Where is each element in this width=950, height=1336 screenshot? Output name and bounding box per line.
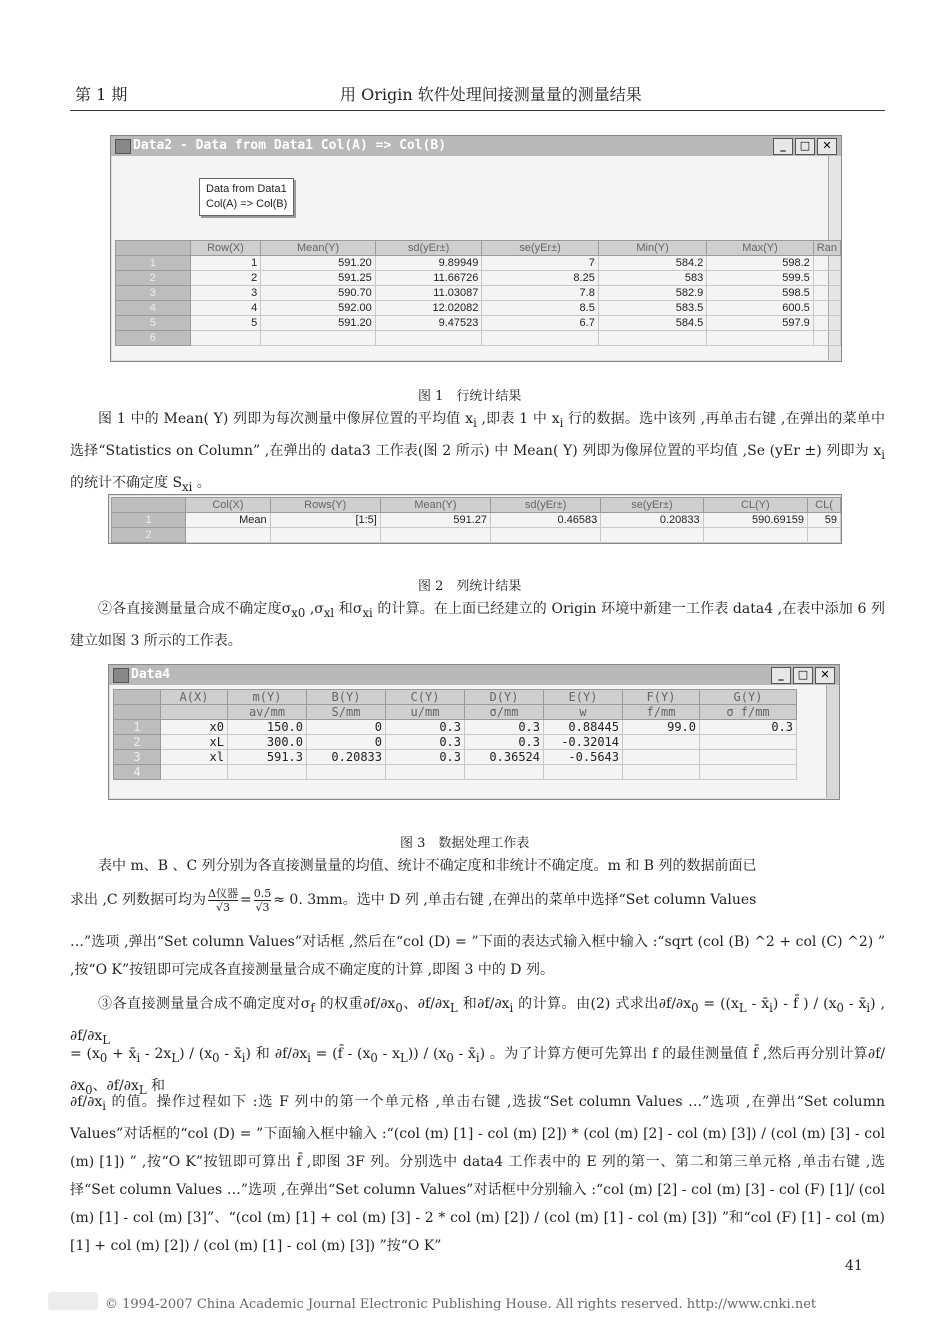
table-row [116,301,841,316]
column-header[interactable]: sd(yEr±) [375,241,482,256]
units-row [114,705,797,720]
table-row [114,765,797,780]
table-cell[interactable]: 99.0 [623,720,700,735]
header-rule [70,110,885,111]
table-cell[interactable]: 8.25 [482,271,598,286]
column-header[interactable]: D(Y) [465,690,544,705]
table-cell[interactable]: xL [161,735,228,750]
frac1-den: √3 [216,900,231,914]
row-header[interactable]: 6 [116,331,191,346]
column-header[interactable]: B(Y) [307,690,386,705]
table-cell[interactable]: 0.3 [700,720,797,735]
half-over-sqrt3 [254,887,272,914]
table-cell[interactable]: 4 [190,301,261,316]
header-row [116,241,841,256]
column-header[interactable]: se(yEr±) [482,241,598,256]
column-header[interactable]: Ran [813,241,840,256]
table-cell[interactable]: x0 [161,720,228,735]
close-button[interactable]: ✕ [815,667,835,684]
column-units[interactable]: S/mm [307,705,386,720]
column-units[interactable]: w [544,705,623,720]
para3b-text: 求出 ,C 列数据可均为 [70,892,207,908]
table-cell[interactable] [465,765,544,780]
table-cell[interactable] [623,735,700,750]
table-cell[interactable]: 591.25 [261,271,375,286]
row-header[interactable]: 4 [116,301,191,316]
paragraph-3b [70,882,885,918]
header-row [114,690,797,705]
table-row [116,256,841,271]
table-row [116,331,841,346]
table-cell[interactable]: 0.3 [386,750,465,765]
table-cell[interactable] [813,316,840,331]
table-cell[interactable]: 591.20 [261,316,375,331]
delta-over-sqrt3 [208,887,238,914]
fig1-table [115,240,841,346]
column-header[interactable]: Mean(Y) [261,241,375,256]
table-cell[interactable] [161,765,228,780]
table-cell[interactable]: 5 [190,316,261,331]
column-header[interactable]: Row(X) [190,241,261,256]
table-cell[interactable]: 597.9 [707,316,814,331]
fig1-window-title: Data2 - Data from Data1 Col(A) => Col(B) [133,138,447,153]
table-cell[interactable]: 300.0 [228,735,307,750]
fig2-caption: 图 2 列统计结果 [418,579,522,594]
worksheet-icon [113,668,129,683]
table-cell[interactable]: 584.2 [598,256,706,271]
table-cell[interactable] [375,331,482,346]
table-cell[interactable] [228,765,307,780]
table-cell[interactable] [623,765,700,780]
fig1-titlebar [111,136,841,156]
fig3-worksheet-window [108,664,840,800]
fig1-caption: 图 1 行统计结果 [418,389,522,404]
row-header[interactable]: 3 [116,286,191,301]
paragraph-4b: = ($x_0$ + $x̄_i - 2x_L) / (x_0$ - $x̄_i$) 和 $\partial f/\partial x_i$ = (f̄ - $(x_0 - x_L)) / (x_0$ - $x̄_i$) 。为了计算方便可先算出 f 的最佳测量值 f̄ ,然后再分别计算$\partial f/\partial x_0$、$\partial f/\partial x_L$ 和 [70,1046,886,1097]
corner-cell[interactable] [114,690,161,705]
corner-cell[interactable] [116,241,191,256]
paragraph-4c: $\partial f/\partial x_i$ 的值。操作过程如下 :选 F 列中的第一个单元格 ,单击右键 ,选拔“Set column Values …”选项 ,在弹出“Set column Values”对话框的“col (D) = ”下面输入框中输入 :“(col (m) [1] - col (m) [2]) * (col (m) [2] - col (m) [3]) / (col (m) [3] - col (m) [1]) ” ,按“O K”按钮即可算出 f̄ ,即图 3F 列。分别选中 data4 工作表中的 E 列的第一、第二和第三单元格 ,单击右键 ,选择“Set column Values …”选项 ,在弹出“Set column Values”对话框中分别输入 :“col (m) [2] - col (m) [3] - col (F) [1]/ (col (m) [1] - col (m) [3]”、“(col (m) [1] + col (m) [3] - 2 * col (m) [2]) / (col (m) [1] - col (m) [3]) ”和“col (F) [1] - col (m) [1] + col (m) [2]) / (col (m) [1] - col (m) [3]) ”按“O K” [70,1094,885,1254]
fig1-worksheet-window [110,135,842,362]
row-header[interactable]: 1 [112,513,186,528]
column-header[interactable]: E(Y) [544,690,623,705]
table-cell[interactable]: 0.20833 [601,513,703,528]
column-header[interactable]: Col(X) [186,498,270,513]
table-row [112,528,841,543]
column-header[interactable]: CL(Y) [703,498,807,513]
fig2-worksheet-window [108,494,842,544]
table-cell[interactable] [190,331,261,346]
table-cell[interactable] [813,256,840,271]
column-header[interactable]: sd(yEr±) [491,498,601,513]
table-cell[interactable]: 0.20833 [307,750,386,765]
table-cell[interactable] [707,331,814,346]
paragraph-1: 图 1 中的 Mean( Y) 列即为每次测量中像屏位置的平均值 $x_i$ ,即表 1 中 $x_i$ 行的数据。选中该列 ,再单击右键 ,在弹出的菜单中选择“Statistics on Column” ,在弹出的 data3 工作表(图 2 所示) 中 Mean( Y) 列即为像屏位置的平均值 ,Se (yEr ±) 列即为 $x_i$ 的统计不确定度 $S_{xi}$ 。 [70,411,886,494]
row-header[interactable]: 2 [116,271,191,286]
table-cell[interactable]: 0.36524 [465,750,544,765]
issue-label: 第 1 期 [75,85,128,104]
column-header[interactable]: se(yEr±) [601,498,703,513]
table-cell[interactable]: 590.69159 [703,513,807,528]
table-row [114,750,797,765]
table-cell[interactable]: 0.3 [386,735,465,750]
cnki-logo [48,1292,98,1310]
table-row [112,513,841,528]
maximize-button[interactable]: □ [793,667,813,684]
minimize-button[interactable]: _ [771,667,791,684]
header-row [112,498,841,513]
table-cell[interactable] [700,735,797,750]
column-units[interactable]: σ/mm [465,705,544,720]
paragraph-3a: 表中 m、B 、C 列分别为各直接测量量的均值、统计不确定度和非统计不确定度。m 和 B 列的数据前面已 [98,858,757,874]
table-cell[interactable] [623,750,700,765]
column-header[interactable]: Max(Y) [707,241,814,256]
column-header[interactable]: Min(Y) [598,241,706,256]
table-cell[interactable] [813,301,840,316]
row-header[interactable]: 3 [114,750,161,765]
frac2-den: √3 [255,900,270,914]
running-title: 用 Origin 软件处理间接测量量的测量结果 [340,85,642,104]
para3b-eq: = [240,892,252,908]
paragraph-2: ②各直接测量量合成不确定度$\sigma_{x0}$ $,\sigma_{xl}$ 和$\sigma_{xi}$ 的计算。在上面已经建立的 Origin 环境中新建一工作表 data4 ,在表中添加 6 列建立如图 3 所示的工作表。 [70,601,885,649]
fig2-table [111,497,841,543]
paragraph-3c: …”选项 ,弹出“Set column Values”对话框 ,然后在“col (D) = ”下面的表达式输入框中输入 :“sqrt (col (B) ^2 + col (C) ^2) ” ,按“O K”按钮即可完成各直接测量量合成不确定度的计算 ,即图 3 中的 D 列。 [70,934,885,978]
table-cell[interactable]: 7.8 [482,286,598,301]
table-cell[interactable] [598,331,706,346]
table-cell[interactable] [482,331,598,346]
table-cell[interactable]: xl [161,750,228,765]
table-cell[interactable]: [1:5] [270,513,380,528]
table-cell[interactable]: 599.5 [707,271,814,286]
table-row [114,735,797,750]
fig3-window-title: Data4 [131,667,171,682]
table-cell[interactable]: 7 [482,256,598,271]
table-cell[interactable]: 0.88445 [544,720,623,735]
table-cell[interactable]: 11.66726 [375,271,482,286]
column-units[interactable]: σ f/mm [700,705,797,720]
column-header[interactable]: A(X) [161,690,228,705]
table-cell[interactable]: 583.5 [598,301,706,316]
table-cell[interactable] [386,765,465,780]
column-units[interactable]: av/mm [228,705,307,720]
para3b-rest: ≈ 0. 3mm。选中 D 列 ,单击右键 ,在弹出的菜单中选择“Set column Values [273,892,757,908]
table-cell[interactable] [261,331,375,346]
table-cell[interactable]: 591.27 [380,513,490,528]
table-cell[interactable] [307,765,386,780]
column-units[interactable]: f/mm [623,705,700,720]
column-header[interactable]: Rows(Y) [270,498,380,513]
row-header[interactable]: 1 [114,720,161,735]
table-cell[interactable]: 591.20 [261,256,375,271]
table-cell[interactable] [813,271,840,286]
table-row [116,316,841,331]
column-header[interactable]: C(Y) [386,690,465,705]
table-cell[interactable]: 583 [598,271,706,286]
table-cell[interactable] [491,528,601,543]
table-cell[interactable]: Mean [186,513,270,528]
row-header[interactable]: 2 [112,528,186,543]
row-header[interactable]: 2 [114,735,161,750]
table-cell[interactable] [380,528,490,543]
table-cell[interactable]: 582.9 [598,286,706,301]
table-cell[interactable]: 0 [307,720,386,735]
table-cell[interactable] [813,331,840,346]
table-cell[interactable] [700,750,797,765]
paragraph-4a: ③各直接测量量合成不确定度对$\sigma_f$ 的权重$\partial f/\partial x_0$、$\partial f/\partial x_L$ 和$\partial f/\partial x_i$ 的计算。由(2) 式求出$\partial f/\partial x_0 = ((x_L$ - $x̄_i$) - f̄ ) / ($x_0$ - $x̄_i$) , $\partial f/\partial x_L$ [70,996,885,1047]
table-cell[interactable]: 9.47523 [375,316,482,331]
column-units[interactable]: u/mm [386,705,465,720]
fig3-caption: 图 3 数据处理工作表 [400,836,530,851]
table-cell[interactable]: -0.5643 [544,750,623,765]
column-units[interactable] [161,705,228,720]
table-cell[interactable]: 150.0 [228,720,307,735]
table-cell[interactable]: 0.46583 [491,513,601,528]
table-cell[interactable]: 0.3 [465,720,544,735]
fig3-table [113,689,797,780]
table-cell[interactable] [808,528,841,543]
table-cell[interactable] [601,528,703,543]
row-header[interactable]: 5 [116,316,191,331]
table-cell[interactable] [186,528,270,543]
page-number: 41 [845,1258,863,1274]
table-row [114,720,797,735]
table-cell[interactable]: 600.5 [707,301,814,316]
row-header[interactable]: 4 [114,765,161,780]
note-line-1: Data from Data1 [206,183,287,195]
table-cell[interactable]: 8.5 [482,301,598,316]
frac2-num: 0.5 [253,886,272,900]
table-cell[interactable]: 12.02082 [375,301,482,316]
table-cell[interactable]: 0.3 [386,720,465,735]
close-button[interactable]: ✕ [817,138,837,155]
table-cell[interactable] [703,528,807,543]
table-cell[interactable]: 6.7 [482,316,598,331]
row-header[interactable]: 1 [116,256,191,271]
table-cell[interactable]: 591.3 [228,750,307,765]
table-cell[interactable]: 584.5 [598,316,706,331]
frac1-num: Δ仪器 [208,886,239,900]
table-cell[interactable]: 592.00 [261,301,375,316]
minimize-button[interactable]: _ [773,138,793,155]
table-cell[interactable]: 1 [190,256,261,271]
table-cell[interactable]: 598.5 [707,286,814,301]
table-cell[interactable] [270,528,380,543]
table-cell[interactable]: 590.70 [261,286,375,301]
fig3-vertical-scrollbar[interactable] [826,685,839,798]
table-row [116,286,841,301]
table-cell[interactable]: 3 [190,286,261,301]
maximize-button[interactable]: □ [795,138,815,155]
table-cell[interactable]: 9.89949 [375,256,482,271]
column-header[interactable]: m(Y) [228,690,307,705]
copyright-footer: © 1994-2007 China Academic Journal Electronic Publishing House. All rights reserved. http://www.cnki.net [105,1297,817,1312]
table-cell[interactable]: 598.2 [707,256,814,271]
fig1-source-note [199,178,294,216]
column-header[interactable]: F(Y) [623,690,700,705]
table-cell[interactable]: 0 [307,735,386,750]
table-row [116,271,841,286]
table-cell[interactable] [700,765,797,780]
fig3-titlebar [109,665,839,685]
table-cell[interactable] [544,765,623,780]
corner-cell[interactable] [114,705,161,720]
column-header[interactable]: G(Y) [700,690,797,705]
column-header[interactable]: Mean(Y) [380,498,490,513]
table-cell[interactable]: -0.32014 [544,735,623,750]
corner-cell[interactable] [112,498,186,513]
table-cell[interactable]: 59 [808,513,841,528]
table-cell[interactable]: 2 [190,271,261,286]
table-cell[interactable] [813,286,840,301]
table-cell[interactable]: 11.03087 [375,286,482,301]
worksheet-icon [115,139,131,154]
note-line-2: Col(A) => Col(B) [206,198,288,210]
column-header[interactable]: CL( [808,498,841,513]
table-cell[interactable]: 0.3 [465,735,544,750]
